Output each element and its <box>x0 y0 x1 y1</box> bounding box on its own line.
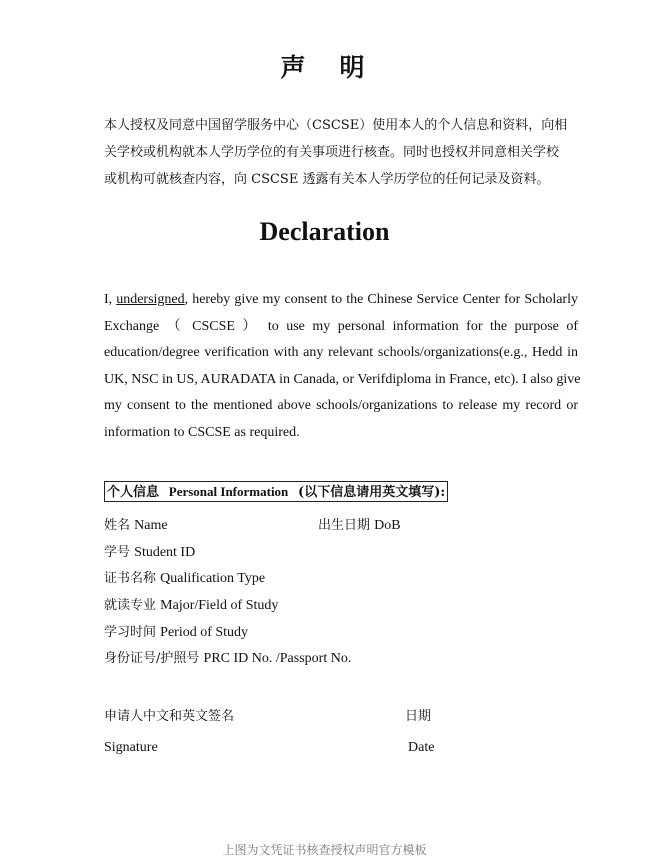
field-id-number-cn: 身份证号/护照号 <box>104 651 200 666</box>
field-name-cn: 姓名 <box>104 518 131 533</box>
field-dob-cn: 出生日期 <box>318 518 371 533</box>
field-dob <box>318 514 401 534</box>
date-label-en <box>408 740 434 756</box>
declaration-en-line: Exchange （ CSCSE ） to use my personal information for the purpose of <box>104 318 578 334</box>
field-major-cn: 就读专业 <box>104 598 157 613</box>
field-qualification <box>104 567 265 587</box>
declaration-en-line: my consent to the mentioned above schools/organizations to release my record or <box>104 398 578 413</box>
undersigned-blank: undersigned <box>116 292 185 307</box>
field-dob-en: DoB <box>374 518 401 533</box>
field-id-number-en: PRC ID No. /Passport No. <box>203 651 352 666</box>
personal-info-header-en: Personal Information <box>168 484 289 499</box>
field-major <box>104 594 278 614</box>
declaration-en-prefix: I, <box>104 292 117 307</box>
signature-label-en-text: Signature <box>104 740 158 755</box>
page-title-en: Declaration <box>259 217 390 246</box>
declaration-cn-line: 本人授权及同意中国留学服务中心（CSCSE）使用本人的个人信息和资料，向相 <box>104 118 568 133</box>
image-caption: 上图为文凭证书核查授权声明官方模板 <box>222 843 427 857</box>
field-period <box>104 621 248 641</box>
title-cn-char-1: 声 <box>280 53 310 82</box>
declaration-en-line1-rest: , hereby give my consent to the Chinese Service Center for Scholarly <box>184 292 578 307</box>
field-id-number <box>104 647 351 667</box>
field-major-en: Major/Field of Study <box>160 598 279 613</box>
declaration-en-line: information to CSCSE as required. <box>104 424 300 440</box>
page-title-cn <box>0 48 649 84</box>
personal-info-header-cn: 个人信息 <box>107 485 160 500</box>
declaration-en-line <box>104 287 578 314</box>
field-student-id <box>104 541 195 561</box>
field-period-en: Period of Study <box>160 625 249 640</box>
signature-label-cn: 申请人中文和英文签名 <box>104 709 235 724</box>
field-name <box>104 514 168 534</box>
field-qualification-en: Qualification Type <box>160 571 266 586</box>
field-name-en: Name <box>134 518 168 533</box>
field-student-id-cn: 学号 <box>104 545 131 560</box>
title-cn-char-2: 明 <box>339 53 369 82</box>
date-label-en-text: Date <box>408 740 435 755</box>
declaration-en <box>104 287 581 446</box>
declaration-cn-line: 关学校或机构就本人学历学位的有关事项进行核查。同时也授权并同意相关学校 <box>104 145 560 160</box>
declaration-cn <box>104 112 582 193</box>
personal-info-header-note: (以下信息请用英文填写): <box>298 485 446 500</box>
field-period-cn: 学习时间 <box>104 625 157 640</box>
signature-label-en <box>104 740 158 756</box>
declaration-en-line: education/degree verification with any relevant schools/organizations(e.g., Hedd in <box>104 345 578 360</box>
field-qualification-cn: 证书名称 <box>104 571 157 586</box>
personal-info-header <box>104 481 448 502</box>
declaration-cn-line: 或机构可就核查内容，向 CSCSE 透露有关本人学历学位的任何记录及资料。 <box>104 172 550 187</box>
field-student-id-en: Student ID <box>134 545 196 560</box>
date-label-cn: 日期 <box>405 709 432 724</box>
declaration-en-line: UK, NSC in US, AURADATA in Canada, or Verifdiploma in France, etc). I also give <box>104 371 581 387</box>
